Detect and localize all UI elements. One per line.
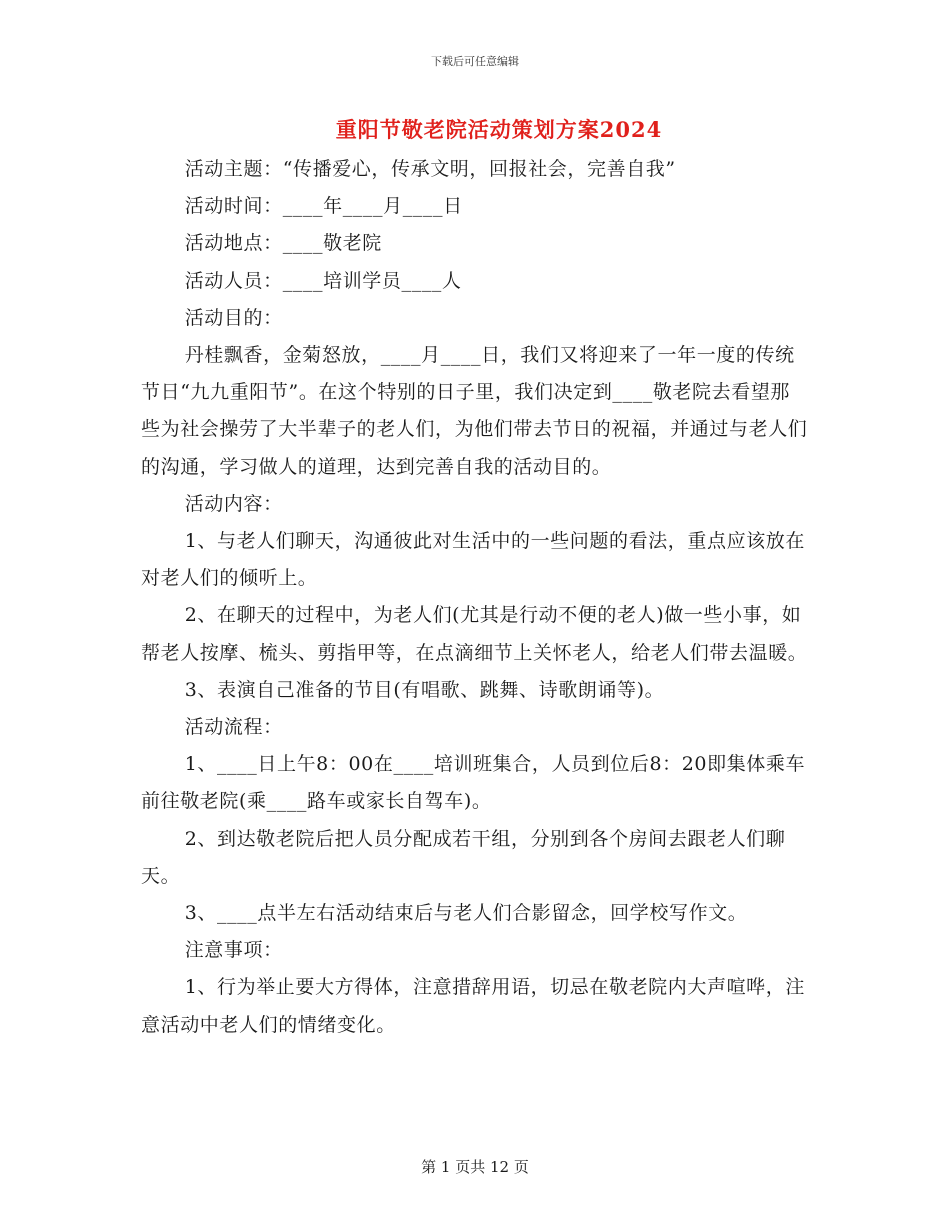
content-item-2: 2、在聊天的过程中，为老人们(尤其是行动不便的老人)做一些小事，如帮老人按摩、梳头、剪指甲等，在点滴细节上关怀老人，给老人们带去温暖。 bbox=[141, 604, 808, 664]
process-item-2: 2、到达敬老院后把人员分配成若干组，分别到各个房间去跟老人们聊天。 bbox=[141, 827, 786, 887]
document-title: 重阳节敬老院活动策划方案2024 bbox=[335, 117, 663, 142]
paragraph-participants: 活动人员：____培训学员____人 bbox=[184, 269, 462, 292]
process-item-3: 3、____点半左右活动结束后与老人们合影留念，回学校写作文。 bbox=[184, 902, 748, 925]
process-item-1: 1、____日上午8：00在____培训班集合，人员到位后8：20即集体乘车前往敬老院(乘____路车或家长自驾车)。 bbox=[141, 753, 806, 813]
section-heading-process: 活动流程： bbox=[184, 716, 283, 739]
section-heading-purpose: 活动目的： bbox=[184, 306, 283, 329]
page-number: 第 1 页共 12 页 bbox=[421, 1158, 529, 1176]
content-item-3: 3、表演自己准备的节目(有唱歌、跳舞、诗歌朗诵等)。 bbox=[184, 678, 665, 701]
paragraph-location: 活动地点：____敬老院 bbox=[184, 232, 382, 255]
notes-item-1: 1、行为举止要大方得体，注意措辞用语，切忌在敬老院内大声喧哗，注意活动中老人们的情绪变化。 bbox=[141, 976, 805, 1036]
content-item-1: 1、与老人们聊天，沟通彼此对生活中的一些问题的看法，重点应该放在对老人们的倾听上。 bbox=[141, 530, 805, 590]
section-heading-notes: 注意事项： bbox=[184, 939, 283, 962]
paragraph-purpose: 丹桂飘香，金菊怒放，____月____日，我们又将迎来了一年一度的传统节日“九九重阳节”。在这个特别的日子里，我们决定到____敬老院去看望那些为社会操劳了大半辈子的老人们，为他们带去节日的祝福，并通过与老人们的沟通，学习做人的道理，达到完善自我的活动目的。 bbox=[141, 344, 808, 478]
paragraph-theme: 活动主题：“传播爱心，传承文明，回报社会，完善自我” bbox=[184, 158, 676, 180]
document-body bbox=[141, 151, 809, 1044]
header-note: 下载后可任意编辑 bbox=[431, 55, 519, 68]
paragraph-time: 活动时间：____年____月____日 bbox=[184, 195, 463, 218]
section-heading-content: 活动内容： bbox=[184, 492, 283, 515]
